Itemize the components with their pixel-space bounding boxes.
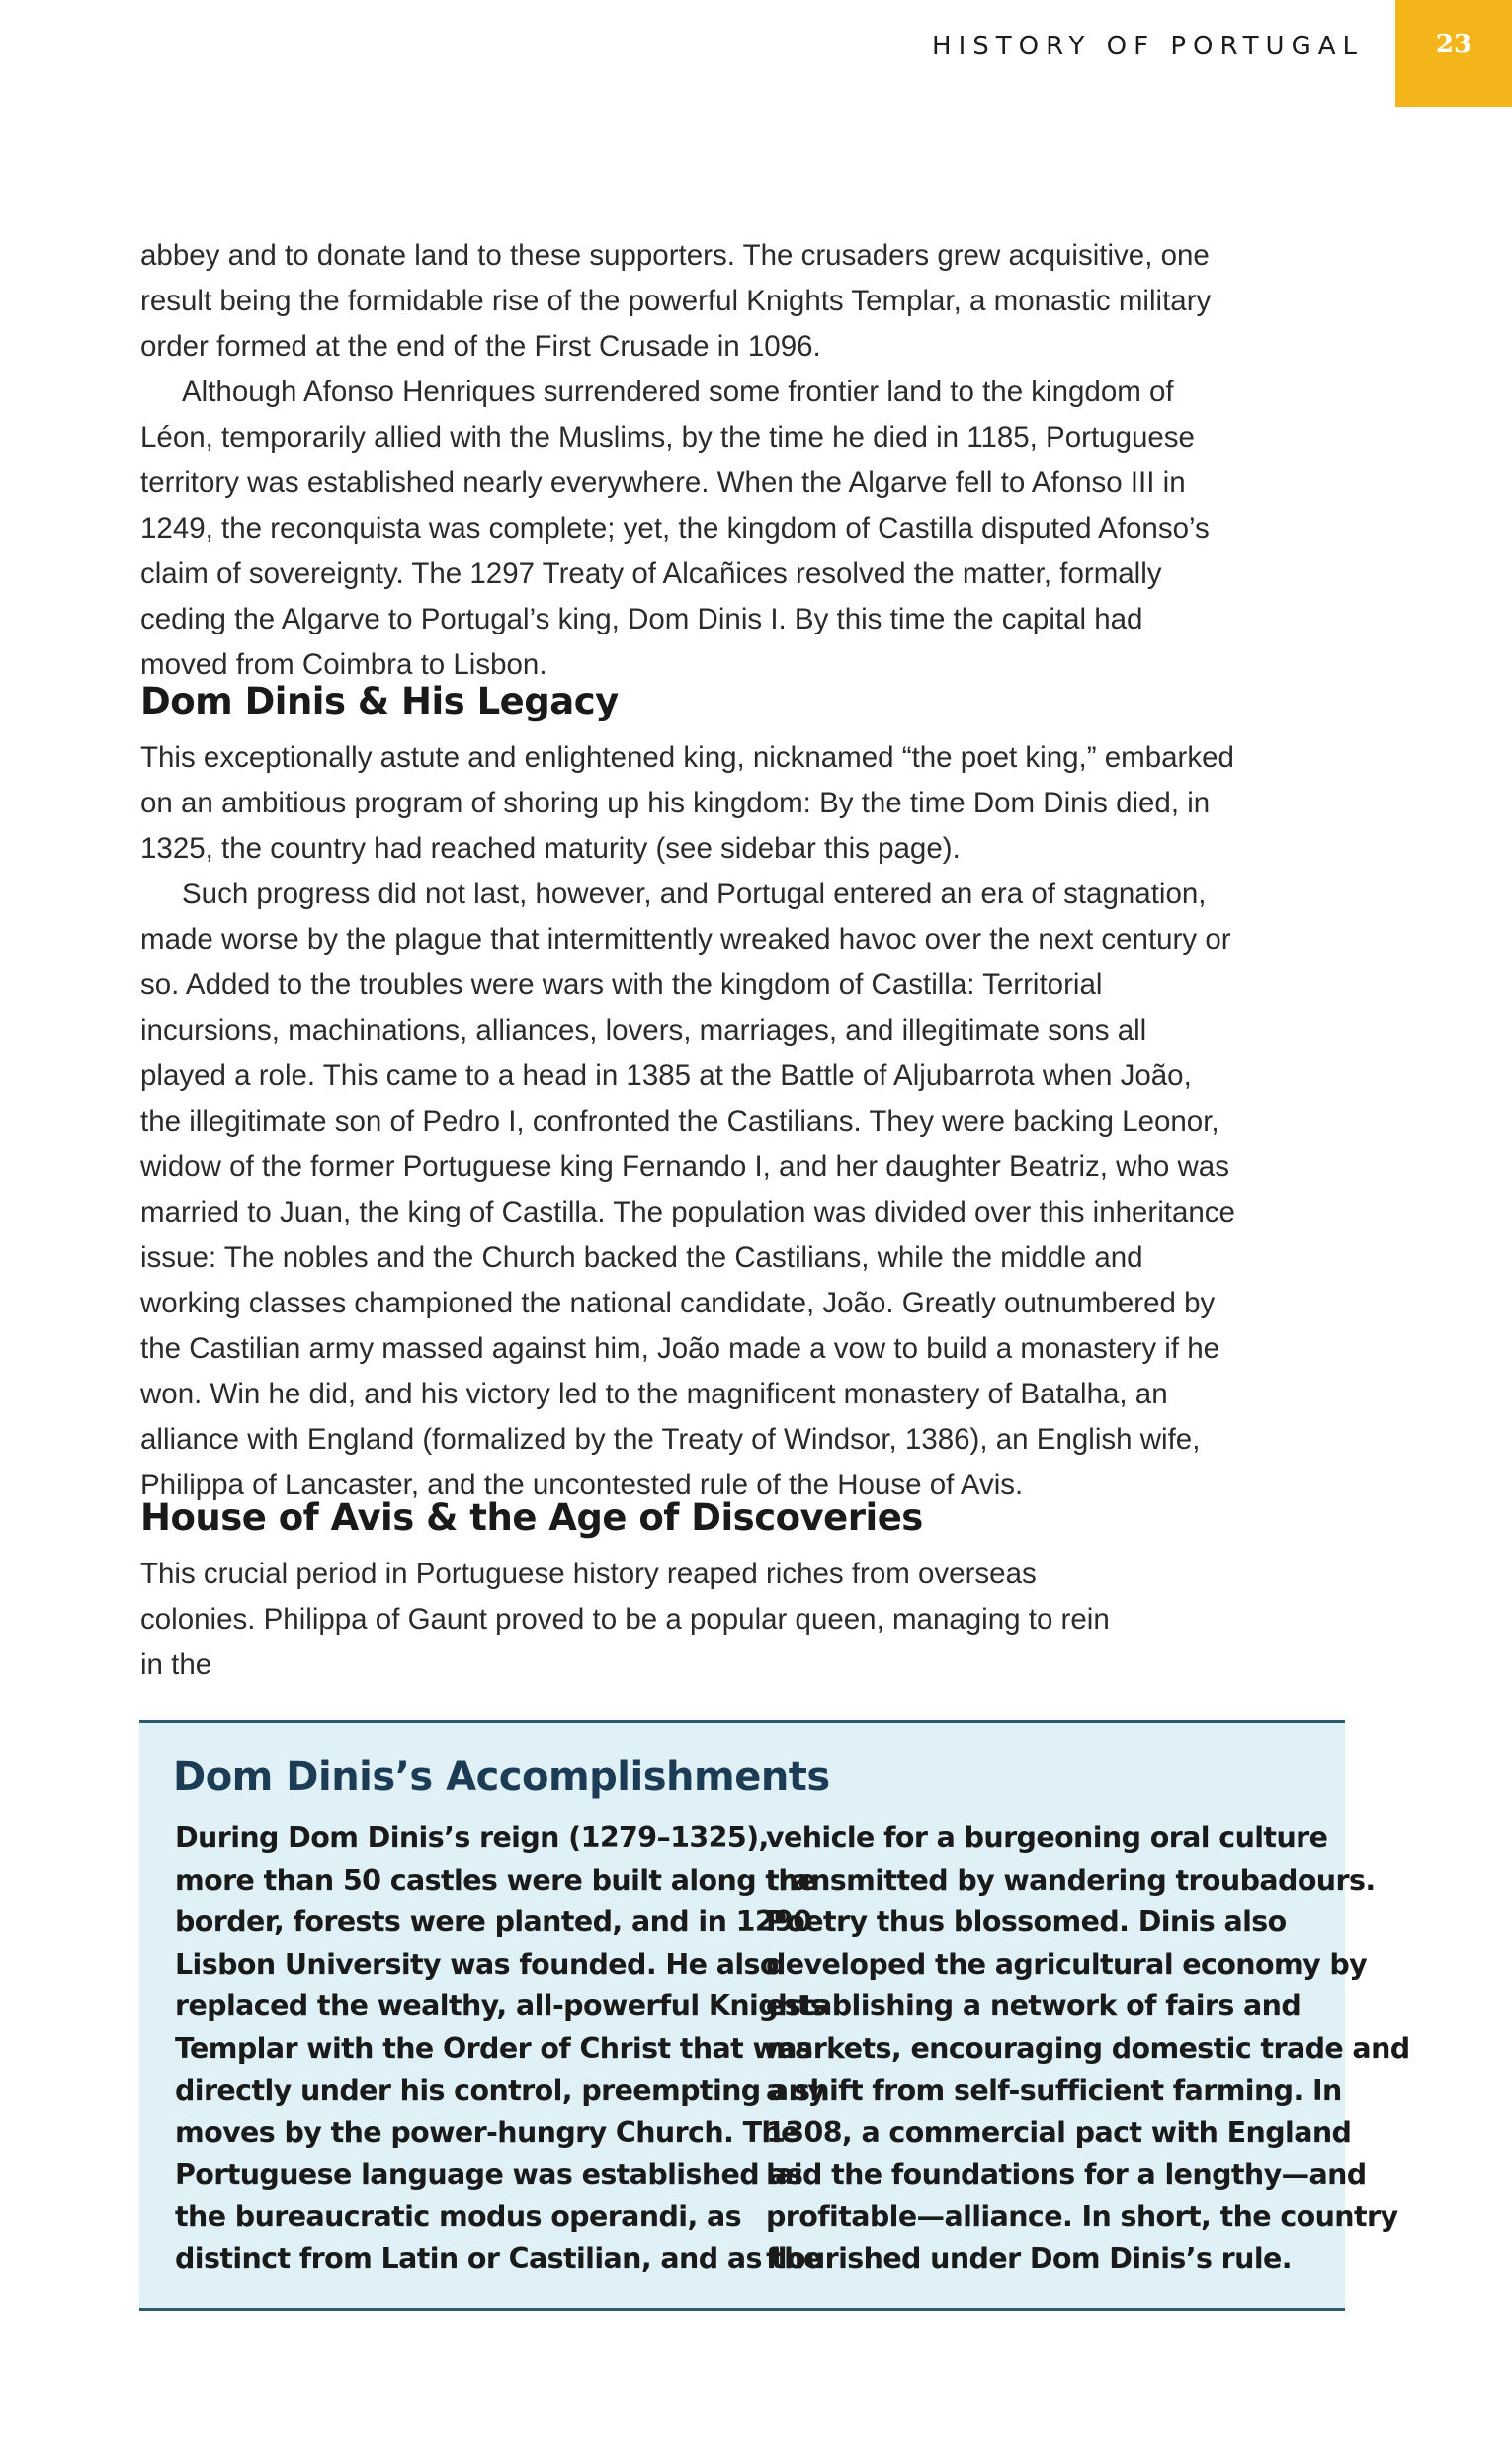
paragraph: Although Afonso Henriques surrendered some frontier land to the kingdom of Léon, temporarily allied with the Muslims, by the time he died in 1185, Portuguese territory was established nearly everywhere. When the Algarve fell to Afonso III in 1249, the reconquista was complete; yet, the kingdom of Castilla disputed Afonso’s claim of sovereignty. The 1297 Treaty of Alcañices resolved the matter, formally ceding the Algarve to Portugal’s king, Dom Dinis I. By this time the capital had moved from Coimbra to Lisbon.	[140, 376, 1210, 681]
sidebar-line: replaced the wealthy, all-powerful Knights	[175, 1989, 827, 2023]
sidebar-line: border, forests were planted, and in 1290	[175, 1905, 812, 1939]
page-number: 23	[1435, 30, 1472, 59]
running-title: HISTORY OF PORTUGAL	[932, 32, 1364, 61]
sidebar-line: a shift from self-sufficient farming. In	[766, 2073, 1342, 2107]
page-number-tab	[1395, 0, 1512, 107]
sidebar-line: transmitted by wandering troubadours.	[766, 1863, 1376, 1897]
section-heading-dom-dinis: Dom Dinis & His Legacy	[140, 680, 619, 722]
sidebar-line: establishing a network of fairs and	[766, 1989, 1302, 2023]
sidebar-line: flourished under Dom Dinis’s rule.	[766, 2241, 1292, 2275]
sidebar-line: vehicle for a burgeoning oral culture	[766, 1821, 1328, 1854]
intro-text	[140, 233, 1237, 688]
house-of-avis-text	[140, 1552, 1129, 1688]
sidebar-line: Lisbon University was founded. He also	[175, 1947, 779, 1981]
sidebar-title: Dom Dinis’s Accomplishments	[173, 1754, 830, 1800]
sidebar-right-column	[766, 1817, 1410, 2281]
sidebar-line: developed the agricultural economy by	[766, 1947, 1368, 1981]
sidebar-line: markets, encouraging domestic trade and	[766, 2031, 1410, 2065]
sidebar-line: Portuguese language was established as	[175, 2157, 803, 2191]
paragraph: abbey and to donate land to these supporters. The crusaders grew acquisitive, one result being the formidable rise of the powerful Knights Templar, a monastic military order formed at the end of the First Crusade in 1096.	[140, 239, 1212, 363]
sidebar-line: more than 50 castles were built along the	[175, 1863, 816, 1897]
paragraph: Such progress did not last, however, and Portugal entered an era of stagnation, made worse by the plague that intermittently wreaked havoc over the next century or so. Added to the troubles were wars with the kingdom of Castilla: Territorial incursions, machinations, alliances, lovers, marriages, and illegitimate sons all played a role. This came to a head in 1385 at the Battle of Aljubarrota when João, the illegitimate son of Pedro I, confronted the Castilians. They were backing Leonor, widow of the former Portuguese king Fernando I, and her daughter Beatriz, who was married to Juan, the king of Castilla. The population was divided over this inheritance issue: The nobles and the Church backed the Castilians, while the middle and working classes championed the national candidate, João. Greatly outnumbered by the Castilian army massed against him, João made a vow to build a monastery if he won. Win he did, and his victory led to the magnificent monastery of Batalha, an alliance with England (formalized by the Treaty of Windsor, 1386), an English wife, Philippa of Lancaster, and the uncontested rule of the House of Avis.	[140, 878, 1235, 1501]
sidebar-line: During Dom Dinis’s reign (1279–1325),	[175, 1821, 769, 1854]
sidebar-left-column	[175, 1817, 826, 2281]
sidebar-box	[139, 1720, 1410, 2311]
section-heading-house-of-avis: House of Avis & the Age of Discoveries	[140, 1496, 923, 1539]
sidebar-line: distinct from Latin or Castilian, and as the	[175, 2241, 822, 2275]
sidebar-line: the bureaucratic modus operandi, as	[175, 2200, 742, 2234]
sidebar-line: directly under his control, preempting any	[175, 2073, 826, 2107]
sidebar-line: 1308, a commercial pact with England	[766, 2116, 1352, 2150]
sidebar-line: laid the foundations for a lengthy—and	[766, 2157, 1367, 2191]
dom-dinis-text	[140, 735, 1237, 1508]
sidebar-line: moves by the power-hungry Church. The	[175, 2116, 799, 2150]
sidebar-line: Templar with the Order of Christ that was	[175, 2031, 813, 2065]
paragraph: This crucial period in Portuguese history reaped riches from overseas colonies. Philippa of Gaunt proved to be a popular queen, managing to rein in the	[140, 1558, 1110, 1681]
paragraph: This exceptionally astute and enlightened king, nicknamed “the poet king,” embarked on an ambitious program of shoring up his kingdom: By the time Dom Dinis died, in 1325, the country had reached maturity (see sidebar this page).	[140, 741, 1234, 865]
sidebar-line: profitable—alliance. In short, the country	[766, 2200, 1398, 2234]
sidebar-line: Poetry thus blossomed. Dinis also	[766, 1905, 1287, 1939]
